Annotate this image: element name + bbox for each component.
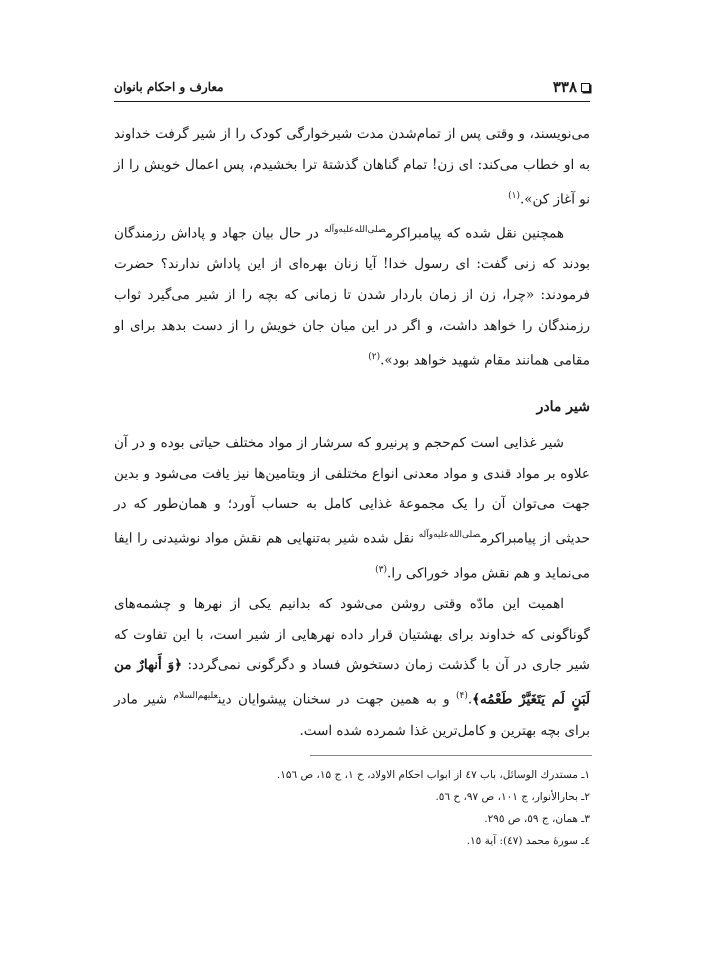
paragraph-text: نقل شده شیر به‌تنهایی هم نقش مواد نوشیدنی را ایفا می‌نماید و هم نقش مواد خوراکی را.	[114, 530, 590, 582]
square-bullet-icon	[581, 83, 590, 92]
footnote-ref-1[interactable]: (۱)	[508, 190, 520, 201]
paragraph-text: اهمیت این مادّه وقتی روشن می‌شود که بدانیم یکی از نهرها و چشمه‌های گوناگونی که خداوند برای بهشتیان قرار داده نهرهایی از شیر است، با این تفاوت که شیر جاری در آن با گذشت زمان دستخوش فساد و دگرگونی نمی‌گردد:	[114, 595, 590, 674]
paragraph-text: .	[467, 691, 473, 708]
page-number-block	[553, 78, 590, 96]
footnote-item: ٤ـ سورهٔ محمد (٤۷): آية ۱٥.	[466, 835, 590, 847]
footnote-ref-4[interactable]: (۴)	[455, 691, 468, 702]
paragraph-text: می‌نویسند، و وقتی پس از تمام‌شدن مدت شیرخوارگی کودک را از شیر گرفت خداوند به او خطاب می‌کند: ای زن! تمام گناهان گذشتهٔ ترا بخشیدم، پس اعمال خویش را از نو آغاز کن».	[114, 126, 590, 208]
footnote-ref-2[interactable]: (۲)	[368, 351, 381, 362]
paragraph-text: شیر غذایی است کم‌حجم و پرنیرو که سرشار از مواد مختلف حیاتی بوده و در آن علاوه بر مواد قندی و مواد معدنی انواع مختلفی از ویتامین‌ها نیز یافت می‌شود و بدین جهت می‌توان آن را یک مجموعهٔ غذایی کامل به حساب آورد؛ و همان‌طور که در حدیثی از پیامبراکرم	[114, 434, 590, 547]
footnote-item: ۱ـ مستدرك الوسائل، باب ٤٧ از ابواب احكام الاولاد، ح ۱، ج ۱۵، ص ۱۵٦.	[276, 769, 590, 781]
honorific-mark: صلى‌الله‌عليه‌وآله	[418, 530, 481, 541]
page-body	[114, 119, 590, 746]
footnotes-list	[114, 764, 590, 852]
paragraph-text: در حال بیان جهاد و پاداش رزمندگان بودند که زنی گفت: ای رسول خدا! آیا زنان بهره‌ای از این پاداش ندارند؟ حضرت فرمودند: «چرا، زن از زمان باردار شدن تا زمانی که بچه را از شیر می‌گیرد ثواب رزمندگان را خواهد داشت، و اگر در این میان جان خویش را از دست بدهد برای او مقامی همانند مقام شهید خواهد بود».	[114, 225, 590, 369]
footnote-rule	[310, 755, 592, 756]
paragraph-1	[114, 119, 590, 215]
section-heading: شیر مادر	[536, 398, 590, 415]
honorific-mark: عليهم‌السلام	[173, 691, 218, 702]
paragraph-text: همچنین نقل شده که پیامبراکرم	[385, 225, 564, 242]
paragraph-text: و به همین جهت در سخنان پیشوایان دین	[217, 691, 456, 708]
paragraph-text: شیر مادر برای بچه بهترین و کامل‌ترین غذا شمرده شده است.	[114, 691, 590, 739]
footnote-item: ۳ـ همان، ج ٥۹، ص ۲۹٥.	[484, 813, 590, 825]
quran-verse: ﴿وَ أَنهارٌ من لَبَنٍ لَم يَتَغَيَّرْ طَعْمُه﴾	[114, 657, 591, 708]
paragraph-2	[114, 215, 590, 376]
running-title: معارف و احکام بانوان	[114, 80, 224, 94]
honorific-mark: صلى‌الله‌عليه‌وآله	[324, 224, 386, 235]
page-header	[114, 76, 590, 102]
footnote-item: ۲ـ بحارالأنوار، ج ۱۰۱، ص ۹۷، ح ٥٦.	[435, 791, 590, 803]
paragraph-4	[114, 589, 590, 746]
header-rule	[114, 101, 590, 102]
footnote-ref-3[interactable]: (۳)	[375, 564, 388, 575]
paragraph-3	[114, 428, 590, 589]
page-number: ۳۳۸	[552, 78, 577, 96]
